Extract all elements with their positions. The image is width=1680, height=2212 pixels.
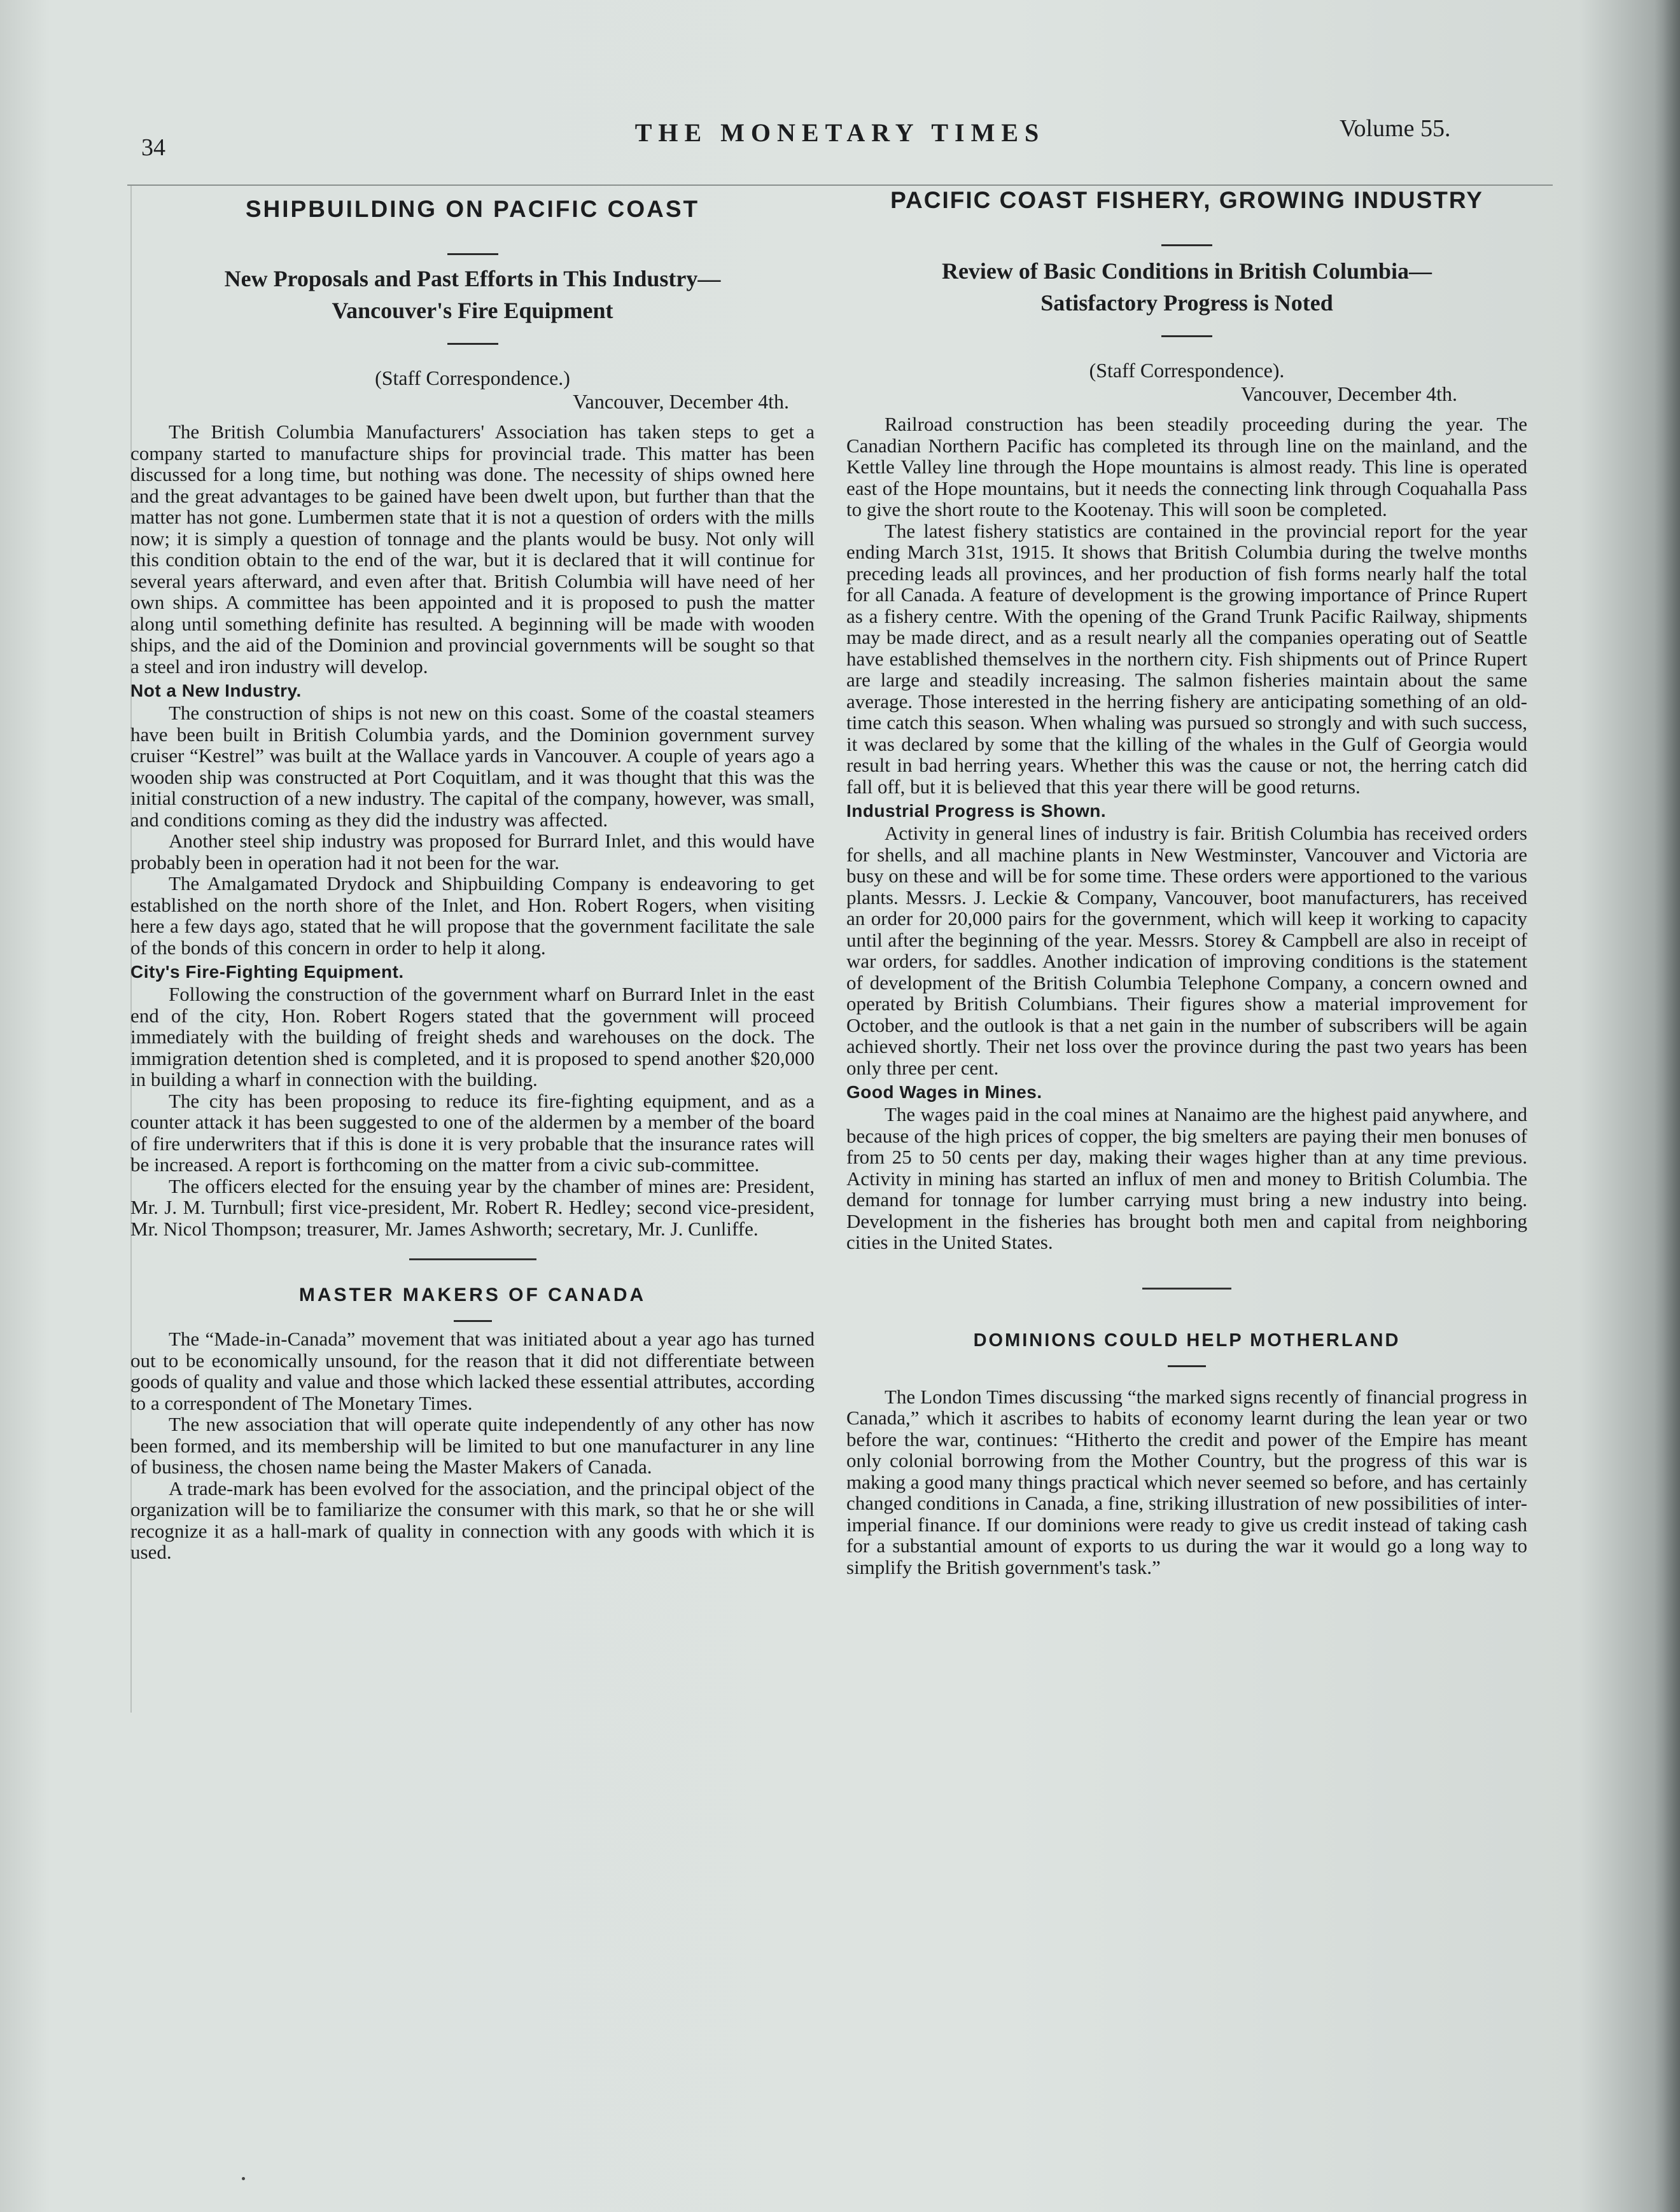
article-body	[846, 414, 1527, 1253]
dateline: Vancouver, December 4th.	[1241, 382, 1457, 405]
article-headline: MASTER MAKERS OF CANADA	[298, 1284, 647, 1305]
page-edge-shadow	[1655, 0, 1680, 2212]
section-title: Not a New Industry.	[130, 681, 302, 700]
article-body	[130, 1328, 815, 1563]
right-column	[846, 184, 1527, 1578]
shipbuilding-article	[130, 196, 815, 1239]
left-column	[130, 191, 815, 1563]
article-headline: SHIPBUILDING ON PACIFIC COAST	[245, 196, 700, 222]
article-body	[130, 421, 815, 1239]
article-subhead-line2: Satisfactory Progress is Noted	[1040, 290, 1333, 316]
paragraph: The new association that will operate quite independently of any other has now been formed, and its membership will be limited to but one manufacturer in any line of business, the chosen name being the Master Makers of Canada.	[130, 1413, 815, 1478]
paragraph: The construction of ships is not new on this coast. Some of the coastal steamers have been built in British Columbia yards, and the Dominion government survey cruiser “Kestrel” was built at the Wallace yards in Vancouver. A couple of years ago a wooden ship was constructed at Port Coquitlam, and it was thought that this was the initial construction of a new industry. The capital of the company, however, was small, and conditions coming as they did the industry was affected.	[130, 702, 815, 831]
paragraph: Following the construction of the government wharf on Burrard Inlet in the east end of the city, Hon. Robert Rogers stated that the government will proceed immediately with the building of freight sheds and warehouses on the dock. The immigration detention shed is completed, and it is proposed to spend another $20,000 in building a wharf in connection with the building.	[130, 983, 815, 1090]
divider	[447, 253, 498, 255]
article-headline: DOMINIONS COULD HELP MOTHERLAND	[973, 1330, 1401, 1351]
paragraph: The officers elected for the ensuing year by the chamber of mines are: President, Mr. J. M. Turnbull; first vice-president, Mr. Robert R. Hedley; second vice-president, Mr. Nicol Thompson; treasurer, Mr. James Ashworth; secretary, Mr. J. Cunliffe.	[130, 1174, 815, 1240]
paragraph: The British Columbia Manufacturers' Association has taken steps to get a company started to manufacture ships for provincial trade. This matter has been discussed for a long time, but nothing was done. The necessity of ships owned here and the great advantages to be gained have been dwelt upon, but further than that the matter has not gone. Lumbermen state that it is not a question of orders with the mills now; it is simply a question of tonnage and the plants would be busy. Not only will this condition obtain to the end of the war, but it is declared that it will continue for several years afterward, and even after that. British Columbia will have need of her own ships. A committee has been appointed and it is proposed to push the matter along until something definite has resulted. A beginning will be made with wooden ships, and the aid of the Dominion and provincial governments will be sought so that a steel and iron industry will develop.	[130, 421, 815, 678]
section-title: Industrial Progress is Shown.	[846, 801, 1107, 821]
paragraph: The London Times discussing “the marked signs recently of financial progress in Canada,” which it ascribes to habits of economy learnt during the lean year or two before the war, continues: “Hitherto the credit and power of the Empire has meant only colonial borrowing from the Mother Country, but the progress of this war is making a good many things practical which never seemed so before, and has certainly changed conditions in Canada, a fine, striking illustration of new possibilities of inter-imperial finance. If our dominions were ready to give us credit instead of taking cash for a substantial amount of exports to us during the war it would go a long way to simplify the British government's task.”	[846, 1385, 1527, 1578]
paragraph: A trade-mark has been evolved for the association, and the principal object of the organization will be to familiarize the consumer with this mark, so that he or she will recognize it as a hall-mark of quality in connection with any goods with which it is used.	[130, 1477, 815, 1563]
divider	[454, 1320, 492, 1322]
page-number: 34	[141, 134, 165, 161]
divider	[1161, 244, 1212, 246]
paragraph: Activity in general lines of industry is fair. British Columbia has received orders for shells, and all machine plants in New Westminster, Vancouver and Victoria are busy on these and will be for some time. These orders were apportioned to the various plants. Messrs. J. Leckie & Company, Vancouver, boot manufacturers, has received an order for 20,000 pairs for the government, which will keep it working to capacity until after the beginning of the year. Messrs. Storey & Campbell are also in receipt of war orders, for saddles. Another indication of improving conditions is the statement of development of the British Columbia Telephone Company, a concern owned and operated by British Columbians. Their figures show a material improvement for October, and the outlook is that a net gain in the number of subscribers will be again achieved shortly. Their net loss over the province during the past two years has been only three per cent.	[846, 822, 1527, 1079]
paragraph: The wages paid in the coal mines at Nanaimo are the highest paid anywhere, and because of the high prices of copper, the big smelters are paying their men bonuses of from 25 to 50 cents per day, making their wages higher than at any time previous. Activity in mining has started an influx of men and money to British Columbia. The demand for tonnage for lumber carrying must bring a new industry into being. Development in the fisheries has brought both men and capital from neighboring cities in the United States.	[846, 1103, 1527, 1253]
staff-correspondence: (Staff Correspondence).	[1089, 359, 1285, 382]
section-title: Good Wages in Mines.	[846, 1082, 1042, 1102]
print-speck	[242, 2177, 245, 2180]
divider	[1168, 1365, 1206, 1367]
masthead: THE MONETARY TIMES	[634, 118, 1046, 147]
paragraph: Another steel ship industry was proposed for Burrard Inlet, and this would have probably been in operation had it not been for the war.	[130, 830, 815, 873]
article-headline: PACIFIC COAST FISHERY, GROWING INDUSTRY	[890, 187, 1483, 213]
paragraph: The city has been proposing to reduce its fire-fighting equipment, and as a counter attack it has been suggested to one of the aldermen by a member of the board of fire underwriters that if this is done it is very probable that the insurance rates will be increased. A report is forthcoming on the matter from a civic sub-committee.	[130, 1089, 815, 1176]
article-body	[846, 1386, 1527, 1578]
divider	[447, 343, 498, 345]
article-subhead-line1: Review of Basic Conditions in British Columbia—	[941, 258, 1432, 284]
paragraph: The Amalgamated Drydock and Shipbuilding Company is endeavoring to get established on the north shore of the Inlet, and Hon. Robert Rogers, when visiting here a few days ago, stated that he will propose that the government facilitate the sale of the bonds of this concern in order to help it along.	[130, 872, 815, 959]
paragraph: The “Made-in-Canada” movement that was initiated about a year ago has turned out to be economically unsound, for the reason that it did not differentiate between goods of quality and value and those which lacked these essential attributes, according to a correspondent of The Monetary Times.	[130, 1328, 815, 1414]
article-separator	[409, 1258, 536, 1260]
article-subhead-line1: New Proposals and Past Efforts in This Industry—	[224, 266, 721, 291]
dateline: Vancouver, December 4th.	[573, 390, 789, 413]
master-makers-article	[130, 1284, 815, 1563]
paragraph: Railroad construction has been steadily proceeding during the year. The Canadian Northern Pacific has completed its through line on the mainland, and the Kettle Valley line through the Hope mountains is almost ready. This line is operated east of the Hope mountains, but it needs the connecting link through Coquahalla Pass to give the short route to the Kootenay. This will soon be completed.	[846, 413, 1527, 520]
article-subhead-line2: Vancouver's Fire Equipment	[332, 298, 613, 323]
paragraph: The latest fishery statistics are contained in the provincial report for the year ending March 31st, 1915. It shows that British Columbia during the twelve months preceding leads all provinces, and her production of fish forms nearly half the total for all Canada. A feature of development is the growing importance of Prince Rupert as a fishery centre. With the opening of the Grand Trunk Pacific Railway, shipments may be made direct, and as a result nearly all the companies operating out of Seattle have established themselves in the northern city. Fish shipments out of Prince Rupert are large and steadily increasing. The salmon fisheries maintain about the same average. Those interested in the herring fishery are anticipating something of an old-time catch this season. When whaling was pursued so strongly and with such success, it was declared by some that the killing of the whales in the Gulf of Georgia would result in bad herring years. Whether this was the cause or not, the herring catch did fall off, but it is believed that this year there will be good returns.	[846, 519, 1527, 798]
divider	[1161, 335, 1212, 337]
fishery-article	[846, 187, 1527, 1253]
volume-label: Volume 55.	[1340, 115, 1451, 142]
dominions-article	[846, 1330, 1527, 1578]
article-separator	[1142, 1288, 1231, 1290]
section-title: City's Fire-Fighting Equipment.	[130, 962, 404, 982]
staff-correspondence: (Staff Correspondence.)	[375, 366, 570, 389]
